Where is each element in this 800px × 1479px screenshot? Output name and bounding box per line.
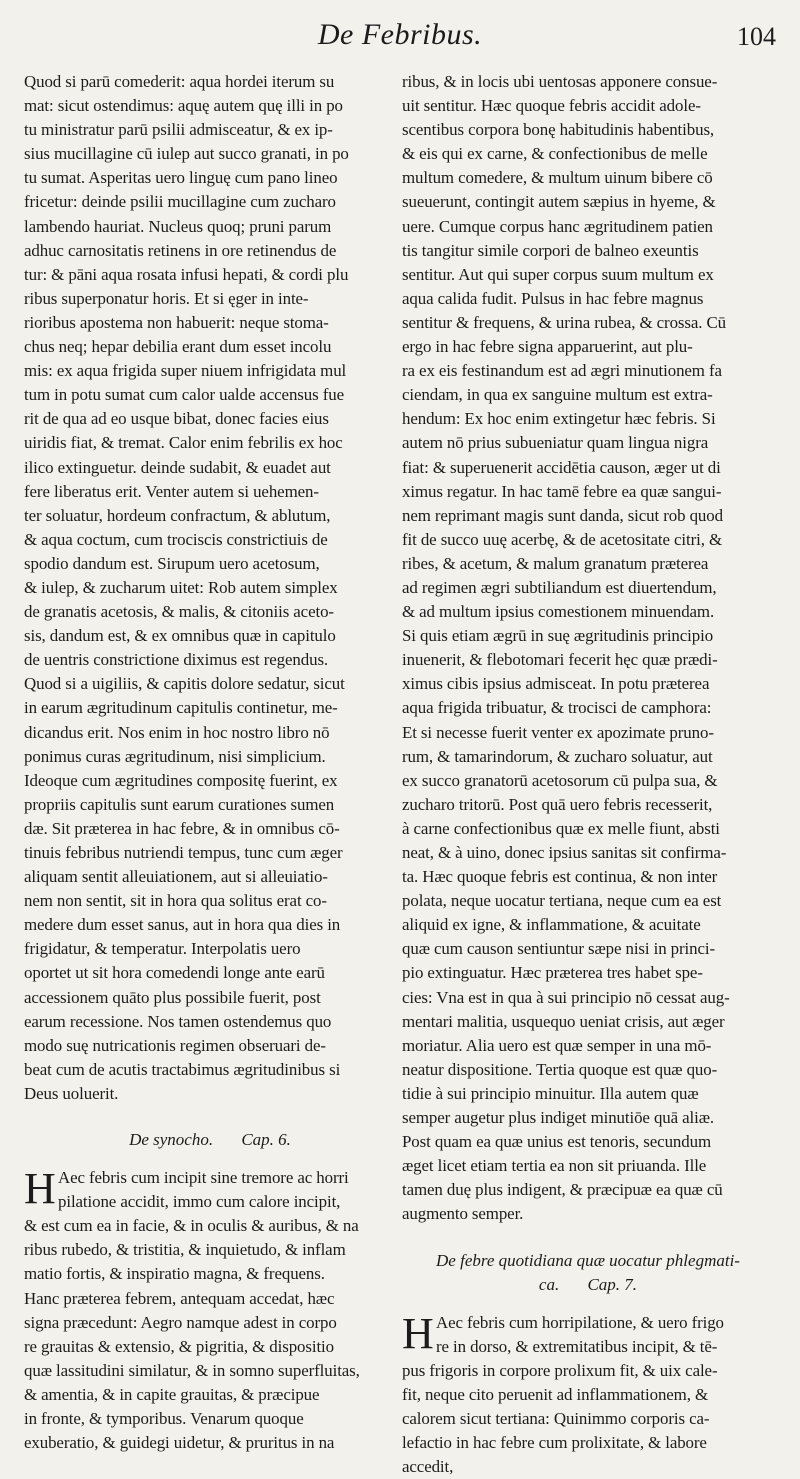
text-line: de uentris constrictione diximus est regendus.: [24, 648, 396, 672]
text-line: exuberatio, & guidegi uidetur, & pruritus in na: [24, 1431, 396, 1455]
chapter-heading-title-end: ca.: [539, 1275, 559, 1294]
text-line: aliquid ex igne, & inflammatione, & acuitate: [402, 913, 774, 937]
running-title: De Febribus.: [0, 18, 800, 52]
text-line: uiridis fiat, & tremat. Calor enim febrilis ex hoc: [24, 431, 396, 455]
text-line: re grauitas & extensio, & pigritia, & dispositio: [24, 1335, 396, 1359]
text-line: sis, dandum est, & ex omnibus quæ in capitulo: [24, 624, 396, 648]
text-line: ad regimen ægri subtiliandum est diuertendum,: [402, 576, 774, 600]
text-line: lefactio in hac febre cum prolixitate, & labore: [402, 1431, 774, 1455]
text-line: ribus rubedo, & tristitia, & inquietudo, & inflam: [24, 1238, 396, 1262]
text-line: Post quam ea quæ unius est tenoris, secundum: [402, 1130, 774, 1154]
text-line: & eis qui ex carne, & confectionibus de melle: [402, 142, 774, 166]
text-line: à carne confectionibus quæ ex melle fiunt, absti: [402, 817, 774, 841]
text-line: moriatur. Alia uero est quæ semper in una mō-: [402, 1034, 774, 1058]
text-line: sius mucillagine cū iulep aut succo granati, in po: [24, 142, 396, 166]
chapter-heading-6: [24, 1128, 396, 1152]
text-line: modo suę nutricationis regimen obseruari de-: [24, 1034, 396, 1058]
text-line: ximus regatur. In hac tamē febre ea quæ sangui-: [402, 480, 774, 504]
drop-cap: H: [402, 1311, 434, 1357]
right-column: [402, 70, 774, 1479]
text-line: tis tangitur simile corpori de balneo exeuntis: [402, 239, 774, 263]
text-line: ilico extinguetur. deinde sudabit, & euadet aut: [24, 456, 396, 480]
text-line: in earum ægritudinum capitulis continetur, me-: [24, 696, 396, 720]
text-line: & est cum ea in facie, & in oculis & auribus, & na: [24, 1214, 396, 1238]
text-line: inuenerit, & flebotomari fecerit hęc quæ prædi-: [402, 648, 774, 672]
text-line: & iulep, & zucharum uitet: Rob autem simplex: [24, 576, 396, 600]
text-line: dæ. Sit præterea in hac febre, & in omnibus cō-: [24, 817, 396, 841]
text-line: beat cum de acutis tractabimus ægritudinibus si: [24, 1058, 396, 1082]
chapter-heading-number: Cap. 6.: [241, 1130, 291, 1149]
chapter-heading-7-line2: [402, 1273, 774, 1297]
text-line: multum comedere, & multum uinum bibere cō: [402, 166, 774, 190]
text-line: frigidatur, & temperatur. Interpolatis uero: [24, 937, 396, 961]
text-line: uit sentitur. Hæc quoque febris accidit adole-: [402, 94, 774, 118]
text-line: oportet ut sit hora comedendi longe ante earū: [24, 961, 396, 985]
text-line: fricetur: deinde psilii mucillagine cum zucharo: [24, 190, 396, 214]
text-line: Deus uoluerit.: [24, 1082, 396, 1106]
text-line: Et si necesse fuerit venter ex apozimate pruno-: [402, 721, 774, 745]
text-line: & amentia, & in capite grauitas, & præcipue: [24, 1383, 396, 1407]
text-line: Quod si parū comederit: aqua hordei iterum su: [24, 70, 396, 94]
text-line: quæ lassitudini similatur, & in somno superfluitas,: [24, 1359, 396, 1383]
text-line: tinuis febribus nutriendi tempus, tunc cum æger: [24, 841, 396, 865]
text-line: Hanc præterea febrem, antequam accedat, hæc: [24, 1287, 396, 1311]
text-line: & aqua coctum, cum trociscis constrictiuis de: [24, 528, 396, 552]
text-line: sentitur & frequens, & urina rubea, & crossa. Cū: [402, 311, 774, 335]
text-line: tamen duę plus indigent, & præcipuæ ea quæ cū: [402, 1178, 774, 1202]
text-line: pus frigoris in corpore prolixum fit, & uix cale-: [402, 1359, 774, 1383]
text-line: aqua frigida tribuatur, & trocisci de camphora:: [402, 696, 774, 720]
chapter-heading-title: De synocho.: [129, 1130, 213, 1149]
text-line: autem nō prius subueniatur quam lingua nigra: [402, 431, 774, 455]
text-line: aqua calida fudit. Pulsus in hac febre magnus: [402, 287, 774, 311]
text-line: fere liberatus erit. Venter autem si uehemen-: [24, 480, 396, 504]
text-line: re in dorso, & extremitatibus incipit, & tē-: [402, 1335, 774, 1359]
text-line: propriis capitulis sunt earum curationes sumen: [24, 793, 396, 817]
chapter-heading-7-line1: De febre quotidiana quæ uocatur phlegmati-: [402, 1249, 774, 1273]
left-text-block: [24, 70, 396, 1106]
text-line: matio fortis, & inspiratio magna, & frequens.: [24, 1262, 396, 1286]
text-line: ponimus curas ægritudinum, nisi simplicium.: [24, 745, 396, 769]
text-line: tum in potu sumat cum calor ualde accensus fue: [24, 383, 396, 407]
text-line: scentibus corpora bonę habitudinis habentibus,: [402, 118, 774, 142]
text-line: neat, & à uino, donec ipsius sanitas sit confirma-: [402, 841, 774, 865]
text-line: aliquam sentit alleuiationem, aut si alleuiatio-: [24, 865, 396, 889]
text-line: nem reprimant magis sunt danda, sicut rob quod: [402, 504, 774, 528]
text-line: & ad multum ipsius comestionem minuendam.: [402, 600, 774, 624]
text-line: Aec febris cum incipit sine tremore ac horri: [24, 1166, 396, 1190]
text-line: ergo in hac febre signa apparuerint, aut plu-: [402, 335, 774, 359]
text-line: ex succo granatorū acetosorum cū pulpa sua, &: [402, 769, 774, 793]
text-line: ta. Hæc quoque febris est continua, & non inter: [402, 865, 774, 889]
text-line: rioribus apostema non habuerit: neque stoma-: [24, 311, 396, 335]
chapter-6-body: [24, 1166, 396, 1455]
text-line: zucharo tritorū. Post quā uero febris recesserit,: [402, 793, 774, 817]
text-line: neatur dispositione. Tertia quoque est quæ quo-: [402, 1058, 774, 1082]
text-line: tu sumat. Asperitas uero linguę cum pano lineo: [24, 166, 396, 190]
text-line: augmento semper.: [402, 1202, 774, 1226]
text-line: mentari malitia, usquequo ueniat crisis, aut æger: [402, 1010, 774, 1034]
text-line: sentitur. Aut qui super corpus suum multum ex: [402, 263, 774, 287]
text-line: polata, neque uocatur tertiana, neque cum ea est: [402, 889, 774, 913]
text-line: chus neq; hepar debilia erant dum esset incolu: [24, 335, 396, 359]
text-line: ter soluatur, hordeum confractum, & ablutum,: [24, 504, 396, 528]
text-line: cies: Vna est in qua à sui principio nō cessat aug-: [402, 986, 774, 1010]
text-line: calorem sicut tertiana: Quinimmo corporis ca-: [402, 1407, 774, 1431]
chapter-heading-number: Cap. 7.: [587, 1275, 637, 1294]
text-line: earum recessione. Nos tamen ostendemus quo: [24, 1010, 396, 1034]
text-line: fiat: & superuenerit accidētia causon, æger ut di: [402, 456, 774, 480]
text-line: signa præcedunt: Aegro namque adest in corpo: [24, 1311, 396, 1335]
chapter-7-body: [402, 1311, 774, 1479]
text-line: semper augetur plus indiget minutiōe quā aliæ.: [402, 1106, 774, 1130]
text-line: tu ministratur parū psilii admisceatur, & ex ip-: [24, 118, 396, 142]
text-line: fit, neque cito peruenit ad inflammationem, &: [402, 1383, 774, 1407]
text-line: Aec febris cum horripilatione, & uero frigo: [402, 1311, 774, 1335]
text-line: Si quis etiam ægrū in suę ægritudinis principio: [402, 624, 774, 648]
text-line: Ideoque cum ægritudines compositę fuerint, ex: [24, 769, 396, 793]
text-line: tur: & pāni aqua rosata infusi hepati, & cordi plu: [24, 263, 396, 287]
text-line: ribus superponatur horis. Et si ęger in inte-: [24, 287, 396, 311]
text-line: Quod si a uigiliis, & capitis dolore sedatur, sicut: [24, 672, 396, 696]
text-line: lambendo hauriat. Nucleus quoq; pruni parum: [24, 215, 396, 239]
text-line: spodio dandum est. Sirupum uero acetosum,: [24, 552, 396, 576]
text-line: nem non sentit, sit in hora qua solitus erat co-: [24, 889, 396, 913]
text-line: accessionem quāto plus possibile fuerit, post: [24, 986, 396, 1010]
text-line: sueuerunt, contingit autem sæpius in hyeme, &: [402, 190, 774, 214]
text-line: quæ cum causon sentiuntur sæpe nisi in princi-: [402, 937, 774, 961]
text-line: pilatione accidit, immo cum calore incipit,: [24, 1190, 396, 1214]
text-line: mis: ex aqua frigida super niuem infrigidata mul: [24, 359, 396, 383]
text-line: uere. Cumque corpus hanc ægritudinem patien: [402, 215, 774, 239]
text-line: pio extinguatur. Hæc præterea tres habet spe-: [402, 961, 774, 985]
text-line: rum, & tamarindorum, & zucharo soluatur, aut: [402, 745, 774, 769]
text-line: accedit,: [402, 1455, 774, 1479]
text-line: dicandus erit. Nos enim in hoc nostro libro nō: [24, 721, 396, 745]
text-line: in fronte, & tymporibus. Venarum quoque: [24, 1407, 396, 1431]
text-line: ra ex eis festinandum est ad ægri minutionem fa: [402, 359, 774, 383]
left-column: [24, 70, 396, 1455]
page-number: 104: [737, 22, 776, 52]
text-line: rit de qua ad eo usque bibat, donec facies eius: [24, 407, 396, 431]
text-line: adhuc carnositatis retinens in ore retinendus de: [24, 239, 396, 263]
text-line: ribus, & in locis ubi uentosas apponere consue-: [402, 70, 774, 94]
text-line: mat: sicut ostendimus: aquę autem quę illi in po: [24, 94, 396, 118]
text-line: tidie à sui principio minuitur. Illa autem quæ: [402, 1082, 774, 1106]
text-line: ribes, & acetum, & malum granatum præterea: [402, 552, 774, 576]
text-line: ciendam, in qua ex sanguine multum est extra-: [402, 383, 774, 407]
text-line: æget licet etiam tertia ea non sit priuanda. Ille: [402, 1154, 774, 1178]
drop-cap: H: [24, 1166, 56, 1212]
text-line: hendum: Ex hoc enim extingetur hæc febris. Si: [402, 407, 774, 431]
text-line: medere dum esset sanus, aut in hora qua dies in: [24, 913, 396, 937]
text-line: fit de succo uuę acerbę, & de acetositate citri, &: [402, 528, 774, 552]
right-text-block: [402, 70, 774, 1227]
text-line: ximus cibis ipsius admisceat. In potu præterea: [402, 672, 774, 696]
text-line: de granatis acetosis, & malis, & citoniis aceto-: [24, 600, 396, 624]
